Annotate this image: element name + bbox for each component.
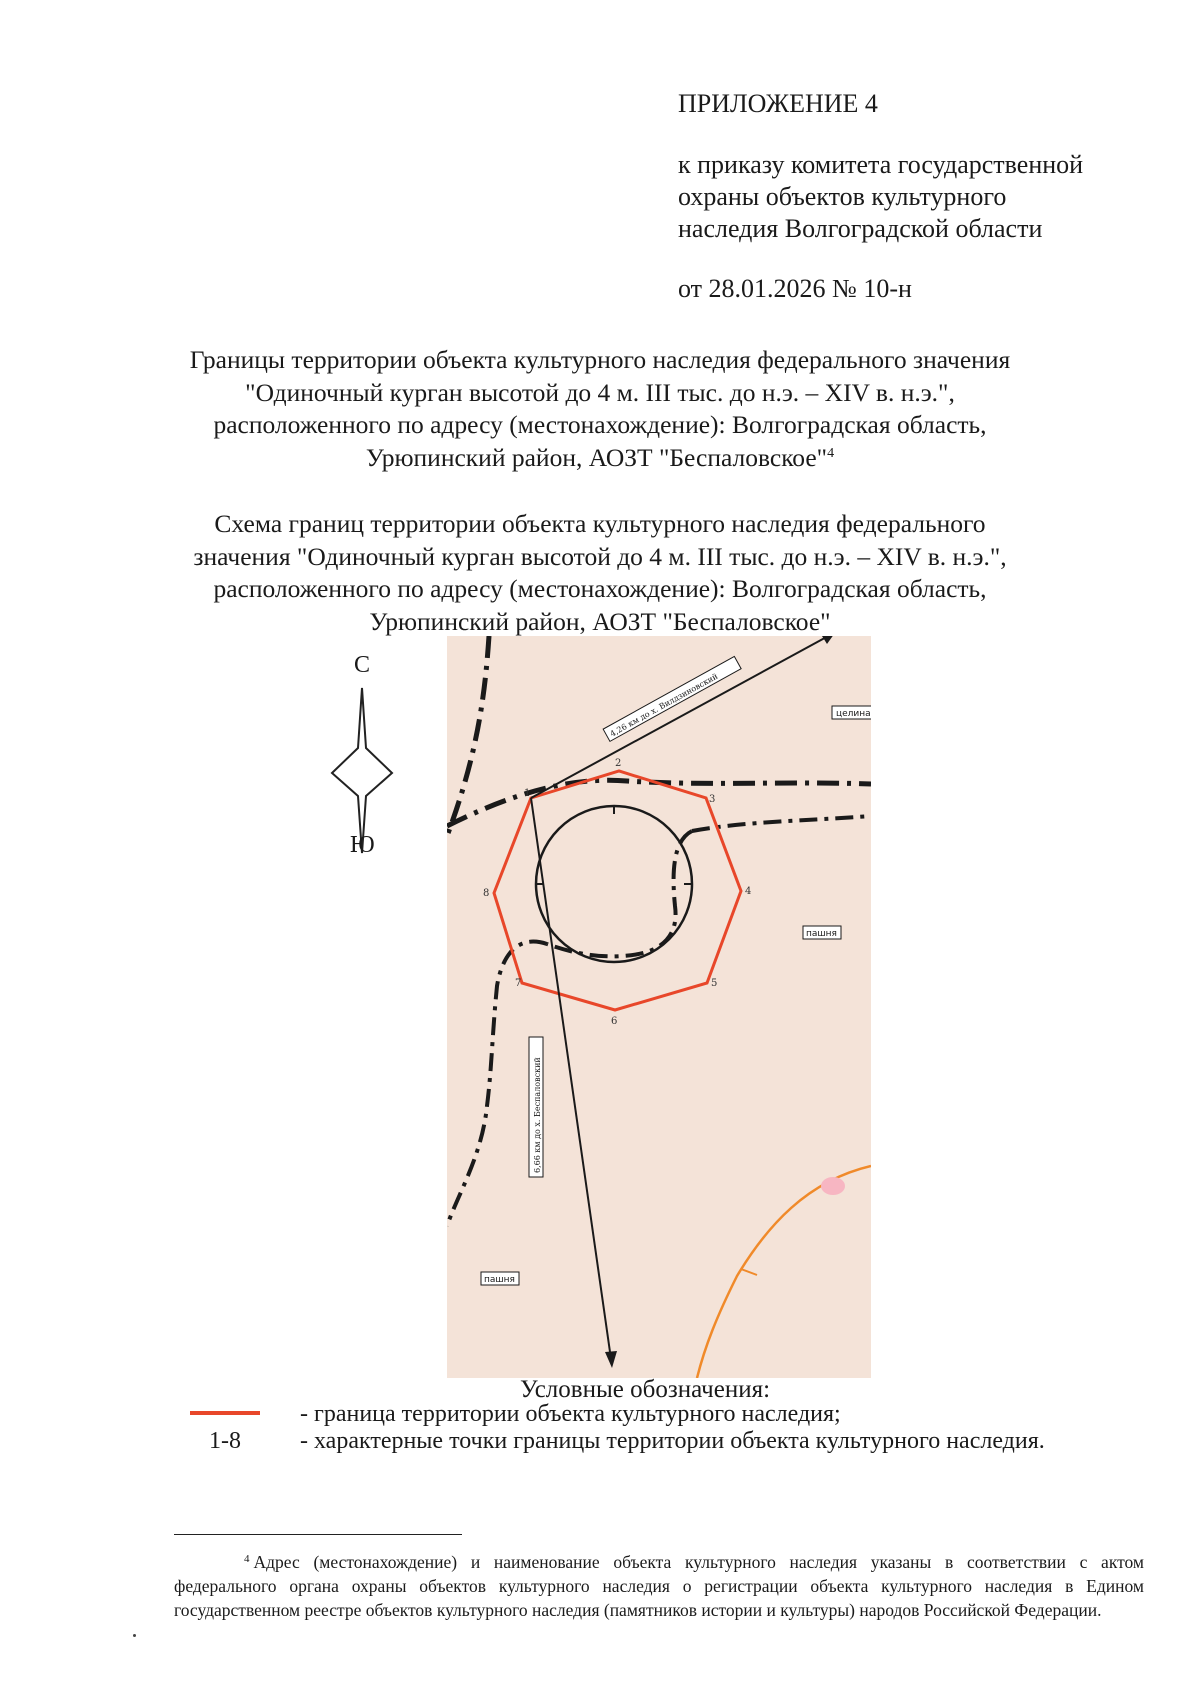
boundaries-heading <box>150 344 1050 474</box>
legend-boundary-swatch <box>190 1411 260 1415</box>
field-bottom-text: пашня <box>484 1275 515 1285</box>
boundary-point-label: 3 <box>709 794 716 805</box>
direction-label-ne <box>603 656 741 741</box>
legend-item-boundary: - граница территории объекта культурного наследия; <box>300 1401 841 1427</box>
footnote-mark: 4 <box>827 445 835 461</box>
order-date: от 28.01.2026 № 10-н <box>678 274 912 303</box>
scheme-heading-line: расположенного по адресу (местонахождение): Волгоградская область, <box>213 574 987 603</box>
heading-line: расположенного по адресу (местонахождение): Волгоградская область, <box>213 410 987 439</box>
appendix-block <box>678 88 1178 305</box>
boundary-point-label: 6 <box>611 1016 618 1027</box>
boundary-point-label: 1 <box>524 788 531 799</box>
footnote-divider <box>174 1534 462 1535</box>
scan-speck <box>133 1634 136 1637</box>
compass-south-label: Ю <box>350 832 375 858</box>
land-label-field-right <box>803 926 841 939</box>
footnote-number: 4 <box>244 1553 250 1565</box>
scheme-heading-line: Урюпинский район, АОЗТ "Беспаловское" <box>369 606 831 636</box>
legend-item-points: - характерные точки границы территории объекта культурного наследия. <box>300 1428 1045 1454</box>
scheme-heading <box>150 508 1050 638</box>
appendix-title: ПРИЛОЖЕНИЕ 4 <box>678 89 878 118</box>
boundary-point-label: 2 <box>615 758 622 769</box>
compass-arrow-icon <box>330 648 394 858</box>
boundary-point-label: 4 <box>745 886 752 897</box>
heading-line-text: Урюпинский район, АОЗТ "Беспаловское" <box>365 442 828 472</box>
boundary-point-label: 5 <box>711 978 718 989</box>
footnote <box>174 1550 1144 1622</box>
virgin-land-text: целина <box>836 709 871 719</box>
direction-label-s-text: 6,66 км до х. Беспаловский <box>533 1057 542 1173</box>
boundary-point-label: 7 <box>515 978 522 989</box>
scheme-heading-line: Схема границ территории объекта культурного наследия федерального <box>214 509 986 538</box>
footnote-text: Адрес (местонахождение) и наименование объекта культурного наследия указаны в соответствии с актом федерального органа охраны объектов культурного наследия о регистрации объекта культурного наследия в Едином государственном реестре объектов культурного наследия (памятников истории и культуры) народов Российской Федерации. <box>174 1552 1144 1620</box>
order-line: охраны объектов культурного <box>678 182 1007 211</box>
heading-line-last <box>150 442 1050 475</box>
legend-points-range: 1-8 <box>209 1428 241 1454</box>
direction-label-s <box>529 1037 543 1177</box>
order-line: к приказу комитета государственной <box>678 150 1084 179</box>
heading-line: "Одиночный курган высотой до 4 м. III тыс. до н.э. – XIV в. н.э.", <box>245 377 955 407</box>
order-line: наследия Волгоградской области <box>678 214 1043 243</box>
compass-north-label: С <box>354 652 371 678</box>
land-label-field-bottom <box>481 1272 519 1285</box>
field-right-text: пашня <box>806 929 837 939</box>
legend-title: Условные обозначения: <box>520 1376 771 1403</box>
heading-line: Границы территории объекта культурного наследия федерального значения <box>189 345 1011 374</box>
boundary-point-label: 8 <box>483 888 490 899</box>
direction-label-ne-text: 4,26 км до х. Вилдзиновский <box>608 671 720 739</box>
boundary-map <box>447 636 871 1378</box>
land-label-virgin <box>832 706 871 719</box>
scheme-heading-line: значения "Одиночный курган высотой до 4 м. III тыс. до н.э. – XIV в. н.э.", <box>193 541 1007 571</box>
map-drawing <box>447 636 871 1378</box>
